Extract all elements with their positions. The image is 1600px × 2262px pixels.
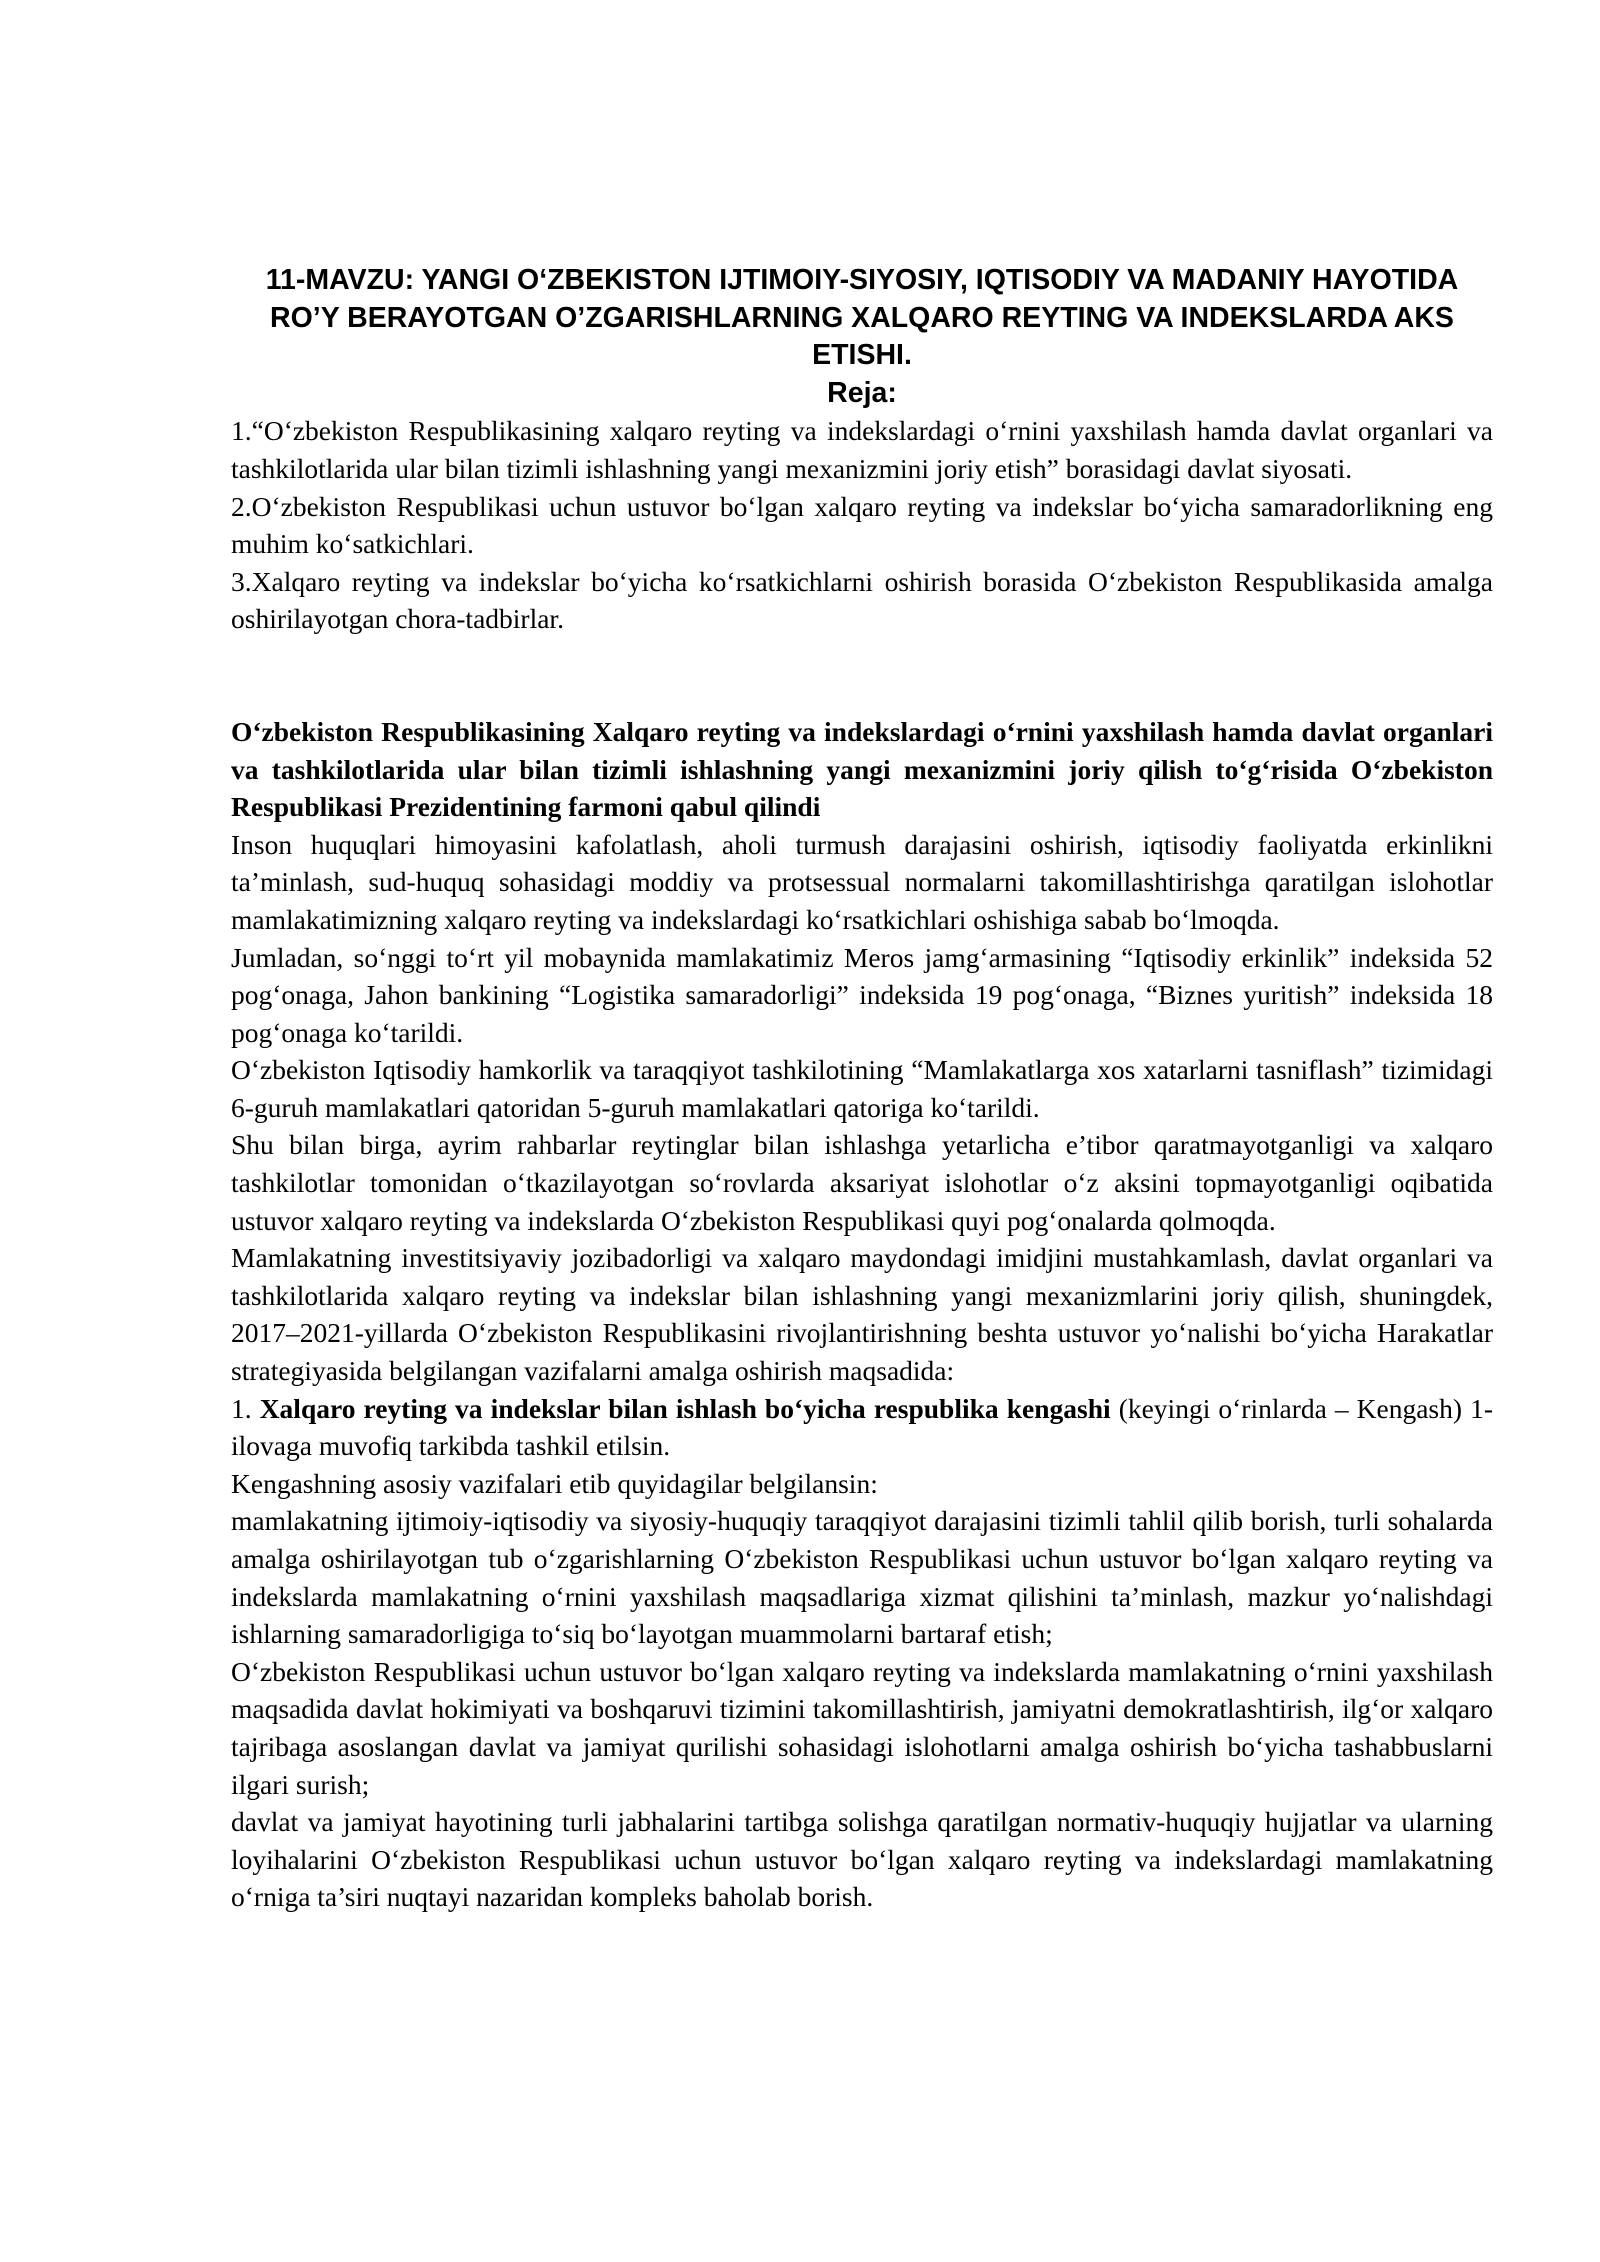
plan-item-3: 3.Xalqaro reyting va indekslar bo‘yicha ko‘rsatkichlarni oshirish borasida O‘zbekiston Respublikasida amalga oshirilayotgan chora-tadbirlar.: [231, 565, 1493, 635]
section-heading: O‘zbekiston Respublikasining Xalqaro reyting va indekslardagi o‘rnini yaxshilash hamda davlat organlari va tashkilotlarida ular bilan tizimli ishlashning yangi mexanizmini joriy qilish to‘g‘risida O‘zbekiston Respublikasi Prezidentining farmoni qabul qilindi: [231, 715, 1493, 823]
task-item: mamlakatning ijtimoiy-iqtisodiy va siyosiy-huquqiy taraqqiyot darajasini tizimli tahlil qilib borish, turli sohalarda amalga oshirilayotgan tub o‘zgarishlarning O‘zbekiston Respublikasi uchun ustuvor bo‘lgan xalqaro reyting va indekslarda mamlakatning o‘rnini yaxshilash maqsadlariga xizmat qilishini ta’minlash, mazkur yo‘nalishdagi ishlarning samaradorligiga to‘siq bo‘layotgan muammolarni bartaraf etish;: [231, 1505, 1493, 1650]
item-text: (keyingi o‘rinlarda – Kengash) 1-ilovaga muvofiq tarkibda tashkil etilsin.: [231, 1392, 1494, 1462]
council-name: Xalqaro reyting va indekslar bilan ishlash bo‘yicha respublika kengashi: [259, 1392, 1111, 1424]
paragraph: Mamlakatning investitsiyaviy jozibadorligi va xalqaro maydondagi imidjini mustahkamlash, davlat organlari va tashkilotlarida xalqaro reyting va indekslar bilan ishlashning yangi mexanizmlarini joriy qilish, shuningdek, 2017–2021-yillarda O‘zbekiston Respublikasini rivojlantirishning beshta ustuvor yo‘nalishi bo‘yicha Harakatlar strategiyasida belgilangan vazifalarni amalga oshirish maqsadida:: [231, 1242, 1493, 1387]
paragraph: Jumladan, so‘nggi to‘rt yil mobaynida mamlakatimiz Meros jamg‘armasining “Iqtisodiy erkinlik” indeksida 52 pog‘onaga, Jahon bankining “Logistika samaradorligi” indeksida 19 pog‘onaga, “Biznes yuritish” indeksida 18 pog‘onaga ko‘tarildi.: [231, 941, 1493, 1048]
plan-item-1: 1.“O‘zbekiston Respublikasining xalqaro reyting va indekslardagi o‘rnini yaxshilash hamda davlat organlari va tashkilotlarida ular bilan tizimli ishlashning yangi mexanizmini joriy etish” borasidagi davlat siyosati.: [231, 415, 1493, 484]
paragraph: O‘zbekiston Iqtisodiy hamkorlik va taraqqiyot tashkilotining “Mamlakatlarga xos xatarlarni tasniflash” tizimidagi 6-guruh mamlakatlari qatoridan 5-guruh mamlakatlari qatoriga ko‘tarildi.: [231, 1054, 1493, 1123]
paragraph: Shu bilan birga, ayrim rahbarlar reytinglar bilan ishlashga yetarlicha e’tibor qaratmayotganligi va xalqaro tashkilotlar tomonidan o‘tkazilayotgan so‘rovlarda aksariyat islohotlar o‘z aksini topmayotganligi oqibatida ustuvor xalqaro reyting va indekslarda O‘zbekiston Respublikasi quyi pog‘onalarda qolmoqda.: [231, 1129, 1493, 1236]
task-item: davlat va jamiyat hayotining turli jabhalarini tartibga solishga qaratilgan normativ-huquqiy hujjatlar va ularning loyihalarini O‘zbekiston Respublikasi uchun ustuvor bo‘lgan xalqaro reyting va indekslardagi mamlakatning o‘rniga ta’siri nuqtayi nazaridan kompleks baholab borish.: [231, 1806, 1493, 1913]
tasks-intro: Kengashning asosiy vazifalari etib quyidagilar belgilansin:: [231, 1467, 878, 1499]
document-title: 11-MAVZU: YANGI O‘ZBEKISTON IJTIMOIY-SIYOSIY, IQTISODIY VA MADANIY HAYOTIDA RO’Y BERAYOTGAN O’ZGARISHLARNING XALQARO REYTING VA INDEKSLARDA AKS ETISHI.: [265, 264, 1459, 372]
plan-label: Reja:: [827, 376, 897, 409]
spacer: [231, 638, 1493, 713]
decree-item-1: [231, 1390, 1493, 1465]
paragraph: Inson huquqlari himoyasini kafolatlash, aholi turmush darajasini oshirish, iqtisodiy faoliyatda erkinlikni ta’minlash, sud-huquq sohasidagi moddiy va protsessual normalarni takomillashtirishga qaratilgan islohotlar mamlakatimizning xalqaro reyting va indekslardagi ko‘rsatkichlari oshishiga sabab bo‘lmoqda.: [231, 828, 1493, 935]
task-item: O‘zbekiston Respublikasi uchun ustuvor bo‘lgan xalqaro reyting va indekslarda mamlakatning o‘rnini yaxshilash maqsadida davlat hokimiyati va boshqaruvi tizimini takomillashtirish, jamiyatni demokratlashtirish, ilg‘or xalqaro tajribaga asoslangan davlat va jamiyat qurilishi sohasidagi islohotlarni amalga oshirish bo‘yicha tashabbuslarni ilgari surish;: [231, 1655, 1493, 1800]
item-number: 1.: [231, 1392, 260, 1424]
plan-item-2: 2.O‘zbekiston Respublikasi uchun ustuvor bo‘lgan xalqaro reyting va indekslar bo‘yicha samaradorlikning eng muhim ko‘satkichlari.: [231, 490, 1493, 560]
document-page: [231, 262, 1493, 1916]
